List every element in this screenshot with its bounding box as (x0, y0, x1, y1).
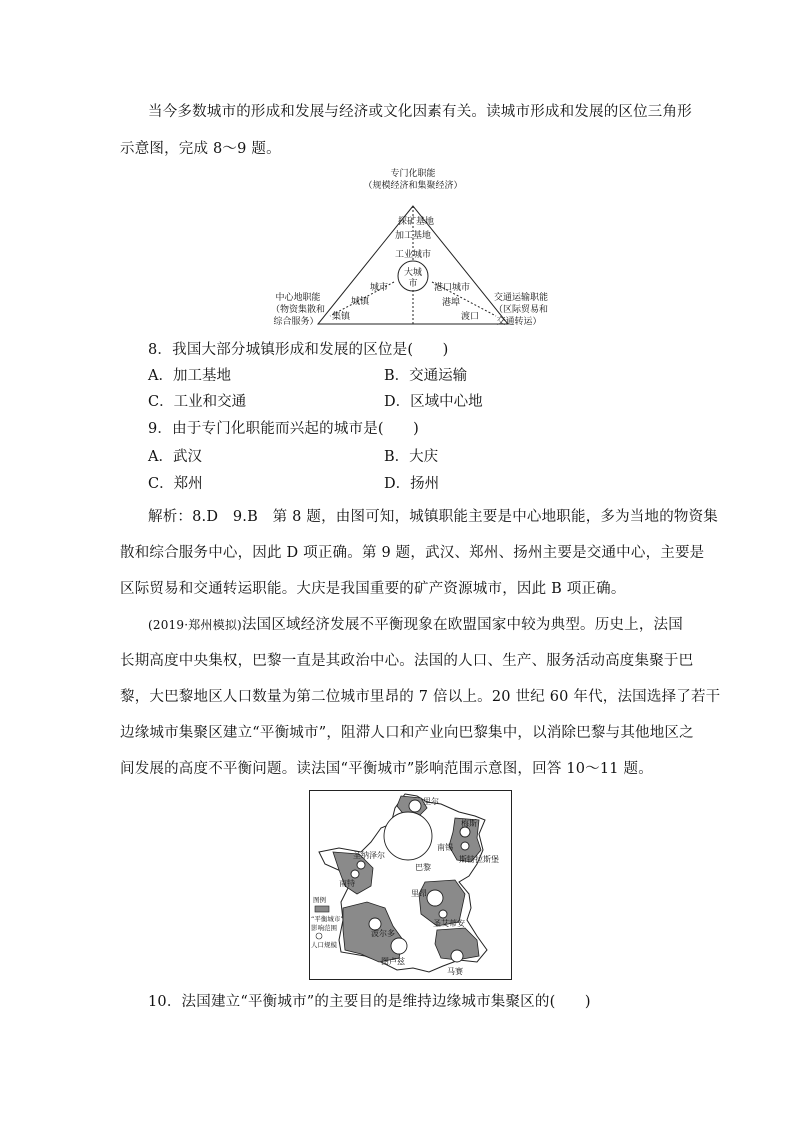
right-side-3: 渡口 (460, 312, 480, 322)
left-label-2: （物资集散和 (270, 305, 326, 315)
paris-circle (384, 812, 432, 860)
q8-option-c[interactable]: C．工业和交通 (148, 394, 247, 410)
inner-1: 探矿基地 (397, 217, 435, 227)
left-label-3: 综合服务） (273, 317, 319, 327)
q8-option-b[interactable]: B．交通运输 (384, 368, 468, 384)
center-2: 市 (408, 279, 418, 289)
passage-line-3: 黎，大巴黎地区人口数量为第二位城市里昂的 7 倍以上。20 世纪 60 年代，法国选择了若干 (120, 689, 721, 705)
analysis-line-2: 散和综合服务中心，因此 D 项正确。第 9 题，武汉、郑州、扬州主要是交通中心，主要是 (120, 545, 705, 561)
label-nantes: 南特 (339, 879, 355, 888)
right-side-2: 港埠 (441, 298, 461, 308)
left-side-3: 集镇 (331, 312, 351, 322)
lyon-circle (427, 890, 443, 906)
right-label-1: 交通运输职能 (493, 293, 549, 303)
legend-title: 图例 (313, 896, 326, 904)
france-balance-city-map (309, 790, 512, 980)
legend-area-swatch (315, 906, 329, 912)
passage-line-1: 法国区域经济发展不平衡现象在欧盟国家中较为典型。历史上，法国 (241, 617, 683, 633)
q9-option-d[interactable]: D．扬州 (384, 476, 440, 492)
legend-area-2: 影响范围 (311, 924, 337, 932)
passage-line-2: 长期高度中央集权，巴黎一直是其政治中心。法国的人口、生产、服务活动高度集聚于巴 (120, 653, 694, 669)
left-label-1: 中心地职能 (275, 293, 321, 303)
q9-stem: 9．由于专门化职能而兴起的城市是( ) (148, 421, 420, 437)
top-sub: （规模经济和集聚经济） (363, 181, 463, 191)
intro-line-1: 当今多数城市的形成和发展与经济或文化因素有关。读城市形成和发展的区位三角形 (148, 104, 692, 120)
label-strasbourg: 斯特拉斯堡 (459, 855, 499, 864)
location-triangle-diagram (268, 166, 558, 330)
nancy-circle (461, 842, 469, 850)
q8-option-d[interactable]: D．区域中心地 (384, 394, 483, 410)
intro-line-2: 示意图，完成 8～9 题。 (120, 141, 281, 157)
left-side-1: 城市 (369, 283, 389, 293)
inner-3: 工业城市 (394, 250, 432, 260)
passage-line-4: 边缘城市集聚区建立“平衡城市”，阻滞人口和产业向巴黎集中，以消除巴黎与其他地区之 (120, 725, 694, 741)
label-marseille: 马赛 (447, 967, 463, 976)
q8-option-a[interactable]: A．加工基地 (148, 368, 231, 384)
top-label: 专门化职能 (390, 169, 436, 179)
nantes-circle (351, 870, 359, 878)
marseille-circle (451, 950, 463, 962)
lille-circle (409, 800, 421, 812)
label-metz: 梅斯 (461, 819, 477, 828)
passage-line-1-wrap (148, 613, 683, 634)
right-side-1: 港口城市 (433, 283, 471, 293)
label-lyon: 里昂 (411, 889, 427, 898)
legend-area-1: “平衡城市” (311, 915, 344, 923)
toulouse-circle (391, 938, 407, 954)
legend-pop: 人口规模 (311, 941, 337, 949)
metz-circle (460, 827, 470, 837)
q10-stem: 10．法国建立“平衡城市”的主要目的是维持边缘城市集聚区的( ) (148, 994, 591, 1010)
passage-source: (2019·郑州模拟) (148, 618, 242, 632)
q9-option-c[interactable]: C．郑州 (148, 476, 203, 492)
center-1: 大城 (403, 268, 423, 278)
saint-nazaire-circle (357, 861, 365, 869)
q9-option-a[interactable]: A．武汉 (148, 449, 202, 465)
q9-option-b[interactable]: B．大庆 (384, 449, 439, 465)
label-saint-nazaire: 圣纳泽尔 (353, 851, 385, 860)
label-toulouse: 图卢兹 (381, 957, 405, 966)
right-label-3: 交通转运） (496, 317, 542, 327)
saint-etienne-circle (439, 910, 447, 918)
label-lille: 里尔 (423, 797, 439, 806)
label-bordeaux: 波尔多 (371, 929, 395, 938)
right-label-2: （区际贸易和 (493, 305, 549, 315)
legend-pop-symbol (316, 933, 322, 939)
analysis-line-3: 区际贸易和交通转运职能。大庆是我国重要的矿产资源城市，因此 B 项正确。 (120, 581, 626, 597)
label-nancy: 南锡 (437, 843, 453, 852)
passage-line-5: 间发展的高度不平衡问题。读法国“平衡城市”影响范围示意图，回答 10～11 题。 (120, 761, 653, 777)
left-side-2: 城镇 (350, 297, 370, 307)
q8-stem: 8．我国大部分城镇形成和发展的区位是( ) (148, 342, 449, 358)
inner-2: 加工基地 (394, 231, 432, 241)
analysis-line-1: 解析：8.D 9.B 第 8 题，由图可知，城镇职能主要是中心地职能，多为当地的物资集 (148, 509, 718, 525)
label-paris: 巴黎 (415, 863, 431, 872)
label-saint-etienne: 圣艾蒂安 (433, 919, 465, 928)
